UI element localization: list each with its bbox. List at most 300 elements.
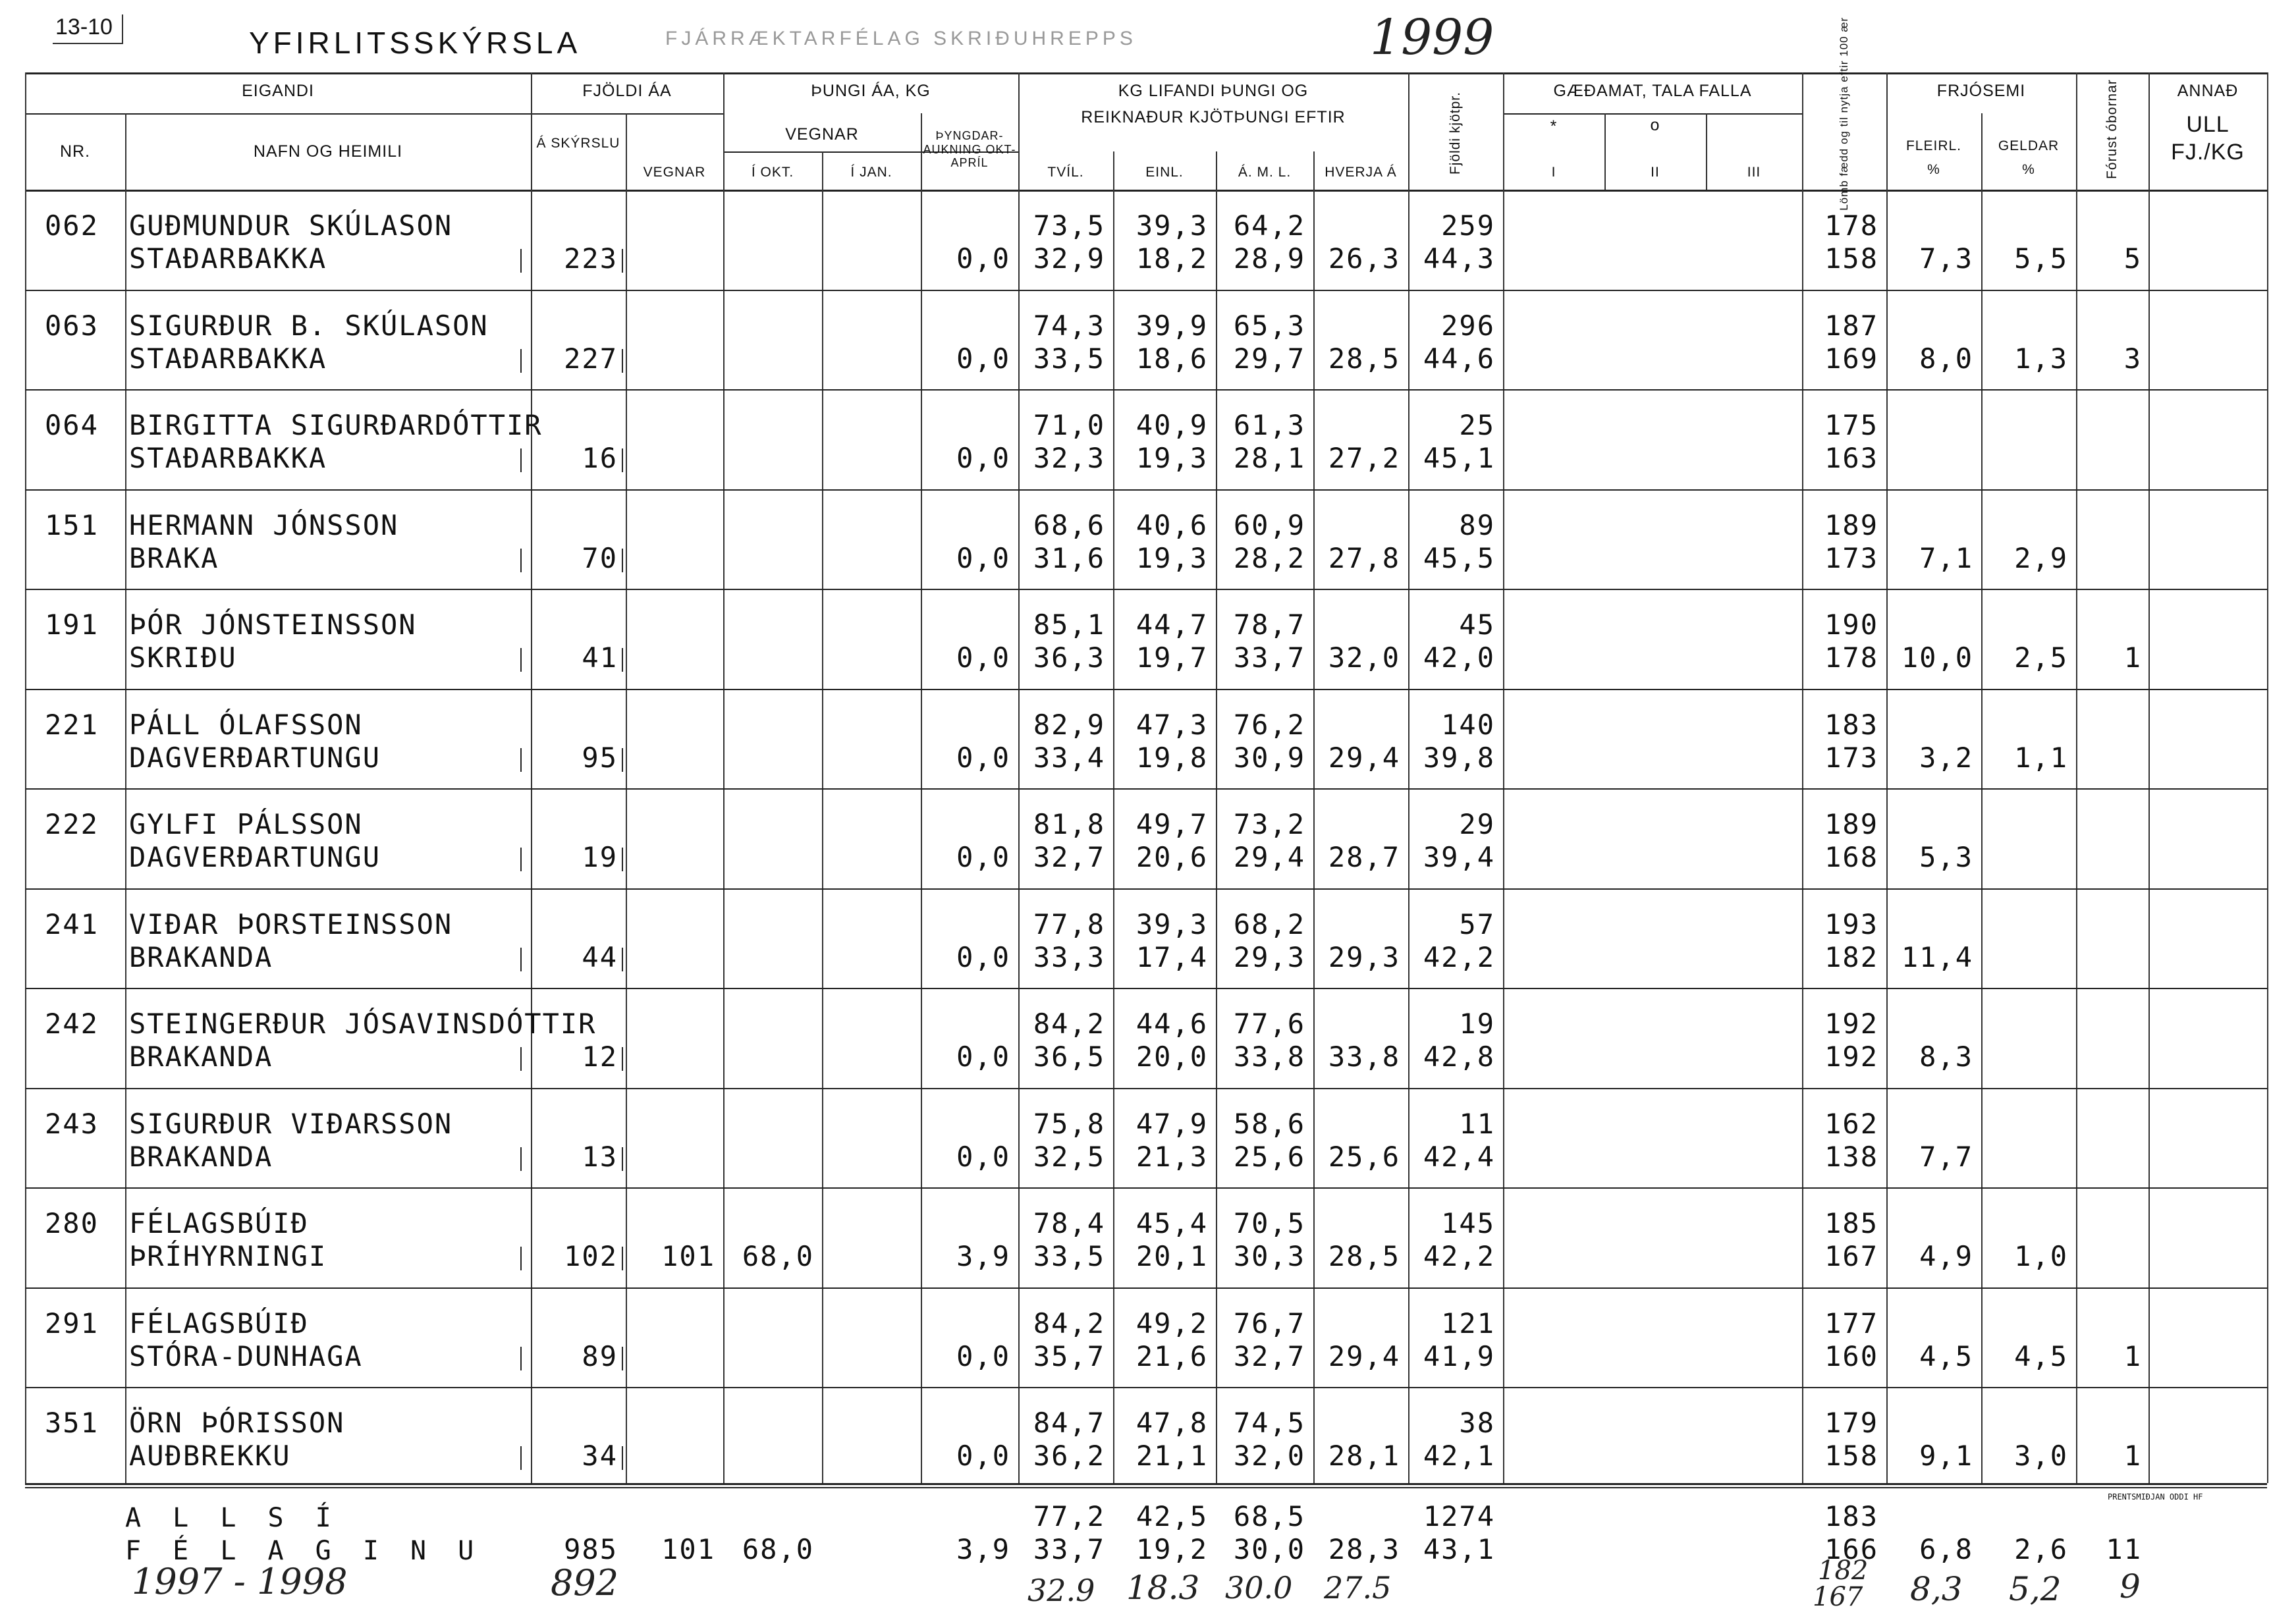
row-home: BRAKANDA [129,1140,273,1173]
row-tvil-kjot: 32,7 [1033,841,1105,873]
row-tick [520,948,522,971]
row-tvil-lifandi: 75,8 [1033,1107,1105,1140]
row-tick [520,448,522,472]
row-name: FÉLAGSBÚIÐ [129,1307,309,1340]
row-geldar: 1,0 [2014,1240,2068,1272]
row-einl-lifandi: 39,3 [1136,209,1208,242]
row-kjotpr: 42,8 [1423,1041,1495,1073]
row-forust: 1 [2123,1440,2142,1472]
row-tvil-lifandi: 84,2 [1033,1307,1105,1340]
row-fleirl: 5,3 [1919,841,1973,873]
row-tvil-lifandi: 78,4 [1033,1207,1105,1239]
row-divider [25,988,2267,989]
row-lomb-faedd: 190 [1824,609,1878,641]
prev-forust: 9 [2120,1567,2141,1606]
row-einl-lifandi: 44,6 [1136,1008,1208,1040]
row-kjotpr: 41,9 [1423,1340,1495,1372]
row-tvil-kjot: 33,5 [1033,1240,1105,1272]
row-tvil-lifandi: 74,3 [1033,309,1105,342]
row-einl-kjot: 19,3 [1136,442,1208,474]
row-kjotpr: 39,4 [1423,841,1495,873]
row-aml-lifandi: 61,3 [1233,409,1305,441]
row-divider [25,1487,2267,1488]
row-einl-kjot: 19,7 [1136,641,1208,674]
col-nafn: NAFN OG HEIMILI [253,142,403,161]
report-title: YFIRLITSSKÝRSLA [249,26,582,60]
total-aml-lifandi: 68,5 [1233,1500,1305,1532]
col-annad: ANNAÐ [2177,82,2239,100]
row-divider [25,589,2267,590]
row-tick [520,748,522,772]
row-forust: 1 [2123,1340,2142,1372]
row-einl-lifandi: 47,3 [1136,708,1208,741]
row-hverja: 26,3 [1328,242,1400,275]
row-name: SIGURÐUR B. SKÚLASON [129,309,489,342]
row-aml-kjot: 32,0 [1233,1440,1305,1472]
row-tick [520,848,522,871]
row-hverja: 27,8 [1328,541,1400,574]
col-fleirl: FLEIRL. [1905,138,1962,153]
row-lomb-faedd: 189 [1824,808,1878,840]
row-nr: 191 [45,609,99,641]
row-tick [520,648,522,672]
row-nr: 064 [45,409,99,441]
row-home: STÓRA-DUNHAGA [129,1340,363,1372]
row-home: STAÐARBAKKA [129,242,327,275]
row-fjoldi-kjot: 296 [1441,309,1495,342]
row-tick [622,1147,623,1171]
row-a-skyrslu: 12 [582,1041,618,1073]
col-nr: NR. [59,142,91,161]
row-a-skyrslu: 70 [582,541,618,574]
col-vegnar-2: VEGNAR [785,125,859,144]
row-einl-lifandi: 40,6 [1136,508,1208,541]
row-fleirl: 7,1 [1919,541,1973,574]
row-divider [25,290,2267,291]
row-a-skyrslu: 16 [582,442,618,474]
prev-year-label: 1997 - 1998 [132,1561,348,1602]
col-fjoldi-kjot: Fjöldi kjötpr. [1447,92,1463,175]
row-lomb-nytja: 158 [1824,242,1878,275]
row-hverja: 32,0 [1328,641,1400,674]
prev-einl: 18.3 [1126,1569,1200,1607]
row-tick [622,1047,623,1071]
row-lomb-faedd: 162 [1824,1107,1878,1140]
row-fjoldi-kjot: 121 [1441,1307,1495,1340]
row-name: GYLFI PÁLSSON [129,808,363,840]
row-lomb-faedd: 177 [1824,1307,1878,1340]
row-einl-lifandi: 47,9 [1136,1107,1208,1140]
col-fjkg: FJ./KG [2171,140,2245,165]
row-einl-kjot: 18,6 [1136,342,1208,375]
row-tick [622,1347,623,1370]
row-fjoldi-kjot: 140 [1441,708,1495,741]
row-divider [25,888,2267,890]
row-tick [520,1247,522,1270]
row-tick [622,448,623,472]
row-geldar: 1,3 [2014,342,2068,375]
row-home: BRAKANDA [129,940,273,973]
row-nr: 242 [45,1008,99,1040]
row-tvil-lifandi: 81,8 [1033,808,1105,840]
row-tvil-lifandi: 77,8 [1033,907,1105,940]
row-tick [520,1446,522,1470]
row-okt: 68,0 [742,1240,814,1272]
col-i-okt: Í OKT. [751,165,794,180]
row-thyngd: 0,0 [956,841,1010,873]
row-lomb-faedd: 175 [1824,409,1878,441]
total-fjoldi-kjot: 1274 [1423,1500,1495,1532]
row-hverja: 29,4 [1328,1340,1400,1372]
row-tvil-kjot: 31,6 [1033,541,1105,574]
row-fleirl: 3,2 [1919,741,1973,774]
row-tick [622,549,623,572]
row-vegnar: 101 [661,1240,715,1272]
row-kjotpr: 42,2 [1423,940,1495,973]
row-nr: 241 [45,907,99,940]
row-einl-kjot: 20,0 [1136,1041,1208,1073]
row-tvil-lifandi: 84,2 [1033,1008,1105,1040]
row-lomb-nytja: 192 [1824,1041,1878,1073]
row-einl-kjot: 20,1 [1136,1240,1208,1272]
printer-mark: PRENTSMIÐJAN ODDI HF [2108,1492,2203,1502]
row-forust: 1 [2123,641,2142,674]
row-einl-lifandi: 39,3 [1136,907,1208,940]
row-kjotpr: 42,4 [1423,1140,1495,1173]
row-lomb-nytja: 182 [1824,940,1878,973]
row-tick [520,1147,522,1171]
row-nr: 062 [45,209,99,242]
row-lomb-faedd: 189 [1824,508,1878,541]
row-thyngd: 0,0 [956,342,1010,375]
row-lomb-nytja: 168 [1824,841,1878,873]
row-aml-kjot: 30,9 [1233,741,1305,774]
row-hverja: 29,3 [1328,940,1400,973]
col-gaedamat: GÆÐAMAT, TALA FALLA [1553,82,1752,100]
prev-tvil: 32.9 [1027,1573,1095,1608]
row-nr: 280 [45,1207,99,1239]
row-tvil-kjot: 36,2 [1033,1440,1105,1472]
row-aml-lifandi: 68,2 [1233,907,1305,940]
row-tvil-kjot: 35,7 [1033,1340,1105,1372]
row-home: STAÐARBAKKA [129,342,327,375]
prev-fleirl: 8,3 [1910,1570,1963,1608]
row-tvil-lifandi: 71,0 [1033,409,1105,441]
row-divider [25,788,2267,790]
row-einl-kjot: 19,8 [1136,741,1208,774]
row-nr: 243 [45,1107,99,1140]
totals-label-2: F É L A G I N U [125,1536,482,1566]
row-a-skyrslu: 95 [582,741,618,774]
prev-geldar: 5,2 [2009,1570,2062,1608]
row-divider [25,1088,2267,1089]
col-fjoldi-aa: FJÖLDI ÁA [582,82,672,100]
col-kg-lifandi-2: REIKNAÐUR KJÖTÞUNGI EFTIR [1081,108,1346,126]
row-tick [520,349,522,373]
row-home: ÞRÍHYRNINGI [129,1240,327,1272]
row-tvil-kjot: 36,5 [1033,1041,1105,1073]
row-lomb-nytja: 173 [1824,541,1878,574]
row-aml-lifandi: 76,2 [1233,708,1305,741]
col-gaedamat-star: * [1550,117,1558,136]
total-lomb-nytja: 166 [1824,1533,1878,1565]
total-hverja: 28,3 [1328,1533,1400,1565]
row-geldar: 3,0 [2014,1440,2068,1472]
row-a-skyrslu: 89 [582,1340,618,1372]
col-a-skyrslu: Á SKÝRSLU [536,136,620,151]
row-thyngd: 0,0 [956,1440,1010,1472]
row-einl-kjot: 21,3 [1136,1140,1208,1173]
row-tick [622,1446,623,1470]
row-fjoldi-kjot: 57 [1459,907,1495,940]
row-einl-lifandi: 45,4 [1136,1207,1208,1239]
total-tvil-kjot: 33,7 [1033,1533,1105,1565]
row-nr: 291 [45,1307,99,1340]
row-aml-kjot: 28,1 [1233,442,1305,474]
row-name: GUÐMUNDUR SKÚLASON [129,209,453,242]
row-fjoldi-kjot: 25 [1459,409,1495,441]
total-okt: 68,0 [742,1533,814,1565]
row-tvil-kjot: 32,9 [1033,242,1105,275]
row-nr: 063 [45,309,99,342]
row-tick [520,1047,522,1071]
col-kg-lifandi-1: KG LIFANDI ÞUNGI OG [1118,82,1309,100]
row-a-skyrslu: 223 [564,242,618,275]
row-lomb-faedd: 178 [1824,209,1878,242]
row-tvil-kjot: 32,3 [1033,442,1105,474]
row-lomb-faedd: 185 [1824,1207,1878,1239]
col-ull: ULL [2186,112,2230,137]
col-tvil: TVÍL. [1047,165,1084,180]
row-home: BRAKANDA [129,1041,273,1073]
col-eigandi: EIGANDI [242,82,314,100]
row-aml-lifandi: 70,5 [1233,1207,1305,1239]
row-lomb-nytja: 169 [1824,342,1878,375]
row-name: SIGURÐUR VIÐARSSON [129,1107,453,1140]
row-tvil-kjot: 33,4 [1033,741,1105,774]
row-nr: 221 [45,708,99,741]
row-lomb-nytja: 173 [1824,741,1878,774]
row-fleirl: 4,5 [1919,1340,1973,1372]
row-kjotpr: 42,1 [1423,1440,1495,1472]
report-subtitle: FJÁRRÆKTARFÉLAG SKRIÐUHREPPS [665,28,1137,49]
col-einl: EINL. [1145,165,1184,180]
row-divider [25,1187,2267,1189]
row-divider [25,689,2267,690]
row-aml-lifandi: 77,6 [1233,1008,1305,1040]
row-nr: 151 [45,508,99,541]
row-aml-lifandi: 74,5 [1233,1407,1305,1439]
row-hverja: 28,5 [1328,342,1400,375]
row-aml-lifandi: 60,9 [1233,508,1305,541]
col-gaedamat-3: III [1747,165,1761,180]
row-thyngd: 0,0 [956,541,1010,574]
row-lomb-faedd: 192 [1824,1008,1878,1040]
col-i-jan: Í JAN. [850,165,892,180]
col-geldar-pct: % [2022,162,2035,177]
row-kjotpr: 44,3 [1423,242,1495,275]
col-thyngdar: ÞYNGDAR-AUKNING OKT-APRÍL [923,129,1016,170]
row-aml-lifandi: 73,2 [1233,808,1305,840]
row-einl-lifandi: 44,7 [1136,609,1208,641]
row-aml-kjot: 33,7 [1233,641,1305,674]
col-hverja: HVERJA Á [1325,165,1397,180]
row-lomb-faedd: 193 [1824,907,1878,940]
row-geldar: 2,5 [2014,641,2068,674]
total-einl-lifandi: 42,5 [1136,1500,1208,1532]
row-name: VIÐAR ÞORSTEINSSON [129,907,453,940]
row-tvil-kjot: 33,5 [1033,342,1105,375]
total-aml-kjot: 30,0 [1233,1533,1305,1565]
row-tvil-kjot: 36,3 [1033,641,1105,674]
row-kjotpr: 39,8 [1423,741,1495,774]
row-kjotpr: 45,5 [1423,541,1495,574]
row-aml-lifandi: 65,3 [1233,309,1305,342]
row-kjotpr: 42,0 [1423,641,1495,674]
row-einl-kjot: 20,6 [1136,841,1208,873]
col-gaedamat-1: I [1551,165,1556,180]
row-geldar: 1,1 [2014,741,2068,774]
row-einl-lifandi: 49,7 [1136,808,1208,840]
row-fjoldi-kjot: 45 [1459,609,1495,641]
row-fjoldi-kjot: 11 [1459,1107,1495,1140]
total-tvil-lifandi: 77,2 [1033,1500,1105,1532]
row-lomb-nytja: 167 [1824,1240,1878,1272]
row-aml-kjot: 33,8 [1233,1041,1305,1073]
row-tick [622,748,623,772]
row-einl-kjot: 21,1 [1136,1440,1208,1472]
total-vegnar: 101 [661,1533,715,1565]
row-a-skyrslu: 44 [582,940,618,973]
row-tick [622,648,623,672]
row-hverja: 29,4 [1328,741,1400,774]
total-geldar: 2,6 [2014,1533,2068,1565]
row-einl-lifandi: 49,2 [1136,1307,1208,1340]
row-geldar: 4,5 [2014,1340,2068,1372]
row-fleirl: 10,0 [1901,641,1973,674]
prev-hverja: 27.5 [1324,1570,1392,1606]
total-lomb-faedd: 183 [1824,1500,1878,1532]
row-name: HERMANN JÓNSSON [129,508,399,541]
row-name: BIRGITTA SIGURÐARDÓTTIR [129,409,543,441]
row-tvil-kjot: 32,5 [1033,1140,1105,1173]
row-divider [25,1287,2267,1289]
row-aml-kjot: 32,7 [1233,1340,1305,1372]
row-fjoldi-kjot: 259 [1441,209,1495,242]
row-hverja: 27,2 [1328,442,1400,474]
row-name: ÞÓR JÓNSTEINSSON [129,609,417,641]
row-fleirl: 8,0 [1919,342,1973,375]
total-einl-kjot: 19,2 [1136,1533,1208,1565]
row-fleirl: 4,9 [1919,1240,1973,1272]
row-thyngd: 3,9 [956,1240,1010,1272]
row-hverja: 28,7 [1328,841,1400,873]
row-kjotpr: 42,2 [1423,1240,1495,1272]
col-vegnar: VEGNAR [643,165,706,180]
row-lomb-faedd: 183 [1824,708,1878,741]
row-hverja: 33,8 [1328,1041,1400,1073]
row-aml-kjot: 29,4 [1233,841,1305,873]
row-fleirl: 9,1 [1919,1440,1973,1472]
col-gaedamat-circle: o [1650,116,1660,134]
row-tvil-lifandi: 73,5 [1033,209,1105,242]
row-aml-lifandi: 58,6 [1233,1107,1305,1140]
row-aml-kjot: 28,2 [1233,541,1305,574]
row-thyngd: 0,0 [956,442,1010,474]
row-kjotpr: 44,6 [1423,342,1495,375]
prev-lomb-faedd: 182 [1818,1556,1869,1586]
row-lomb-nytja: 138 [1824,1140,1878,1173]
row-tick [622,349,623,373]
row-tvil-lifandi: 68,6 [1033,508,1105,541]
row-forust: 3 [2123,342,2142,375]
row-divider [25,389,2267,391]
row-geldar: 5,5 [2014,242,2068,275]
col-thungi-aa: ÞUNGI ÁA, KG [811,82,931,100]
total-forust: 11 [2106,1533,2142,1565]
row-lomb-faedd: 187 [1824,309,1878,342]
row-einl-lifandi: 40,9 [1136,409,1208,441]
row-home: SKRIÐU [129,641,237,674]
row-fleirl: 8,3 [1919,1041,1973,1073]
row-fleirl: 7,7 [1919,1140,1973,1173]
col-fleirl-pct: % [1927,162,1940,177]
row-kjotpr: 45,1 [1423,442,1495,474]
row-einl-kjot: 21,6 [1136,1340,1208,1372]
row-tick [520,1347,522,1370]
row-a-skyrslu: 13 [582,1140,618,1173]
row-tvil-lifandi: 84,7 [1033,1407,1105,1439]
report-year: 1999 [1370,9,1494,66]
row-thyngd: 0,0 [956,1140,1010,1173]
row-home: AUÐBREKKU [129,1440,291,1472]
row-home: DAGVERÐARTUNGU [129,741,381,774]
col-lomb: Lömb fædd og til nytja eftir 100 ær [1838,16,1851,211]
row-tvil-kjot: 33,3 [1033,940,1105,973]
row-lomb-nytja: 163 [1824,442,1878,474]
row-aml-lifandi: 64,2 [1233,209,1305,242]
row-a-skyrslu: 227 [564,342,618,375]
row-aml-lifandi: 78,7 [1233,609,1305,641]
form-number: 13-10 [53,14,123,44]
row-fleirl: 7,3 [1919,242,1973,275]
row-divider [25,489,2267,491]
row-aml-kjot: 28,9 [1233,242,1305,275]
row-thyngd: 0,0 [956,242,1010,275]
total-kjotpr: 43,1 [1423,1533,1495,1565]
row-lomb-faedd: 179 [1824,1407,1878,1439]
row-a-skyrslu: 102 [564,1240,618,1272]
row-einl-kjot: 19,3 [1136,541,1208,574]
row-lomb-nytja: 158 [1824,1440,1878,1472]
row-thyngd: 0,0 [956,940,1010,973]
row-hverja: 25,6 [1328,1140,1400,1173]
totals-label-1: A L L S Í [125,1503,339,1533]
row-einl-lifandi: 47,8 [1136,1407,1208,1439]
row-fjoldi-kjot: 19 [1459,1008,1495,1040]
col-frjosemi: FRJÓSEMI [1936,82,2026,100]
row-aml-kjot: 29,3 [1233,940,1305,973]
prev-lomb-nytja: 167 [1813,1582,1863,1612]
row-a-skyrslu: 34 [582,1440,618,1472]
row-fjoldi-kjot: 38 [1459,1407,1495,1439]
row-tick [622,948,623,971]
prev-aml: 30.0 [1225,1570,1293,1606]
row-nr: 222 [45,808,99,840]
row-a-skyrslu: 19 [582,841,618,873]
row-home: BRAKA [129,541,219,574]
row-einl-kjot: 17,4 [1136,940,1208,973]
